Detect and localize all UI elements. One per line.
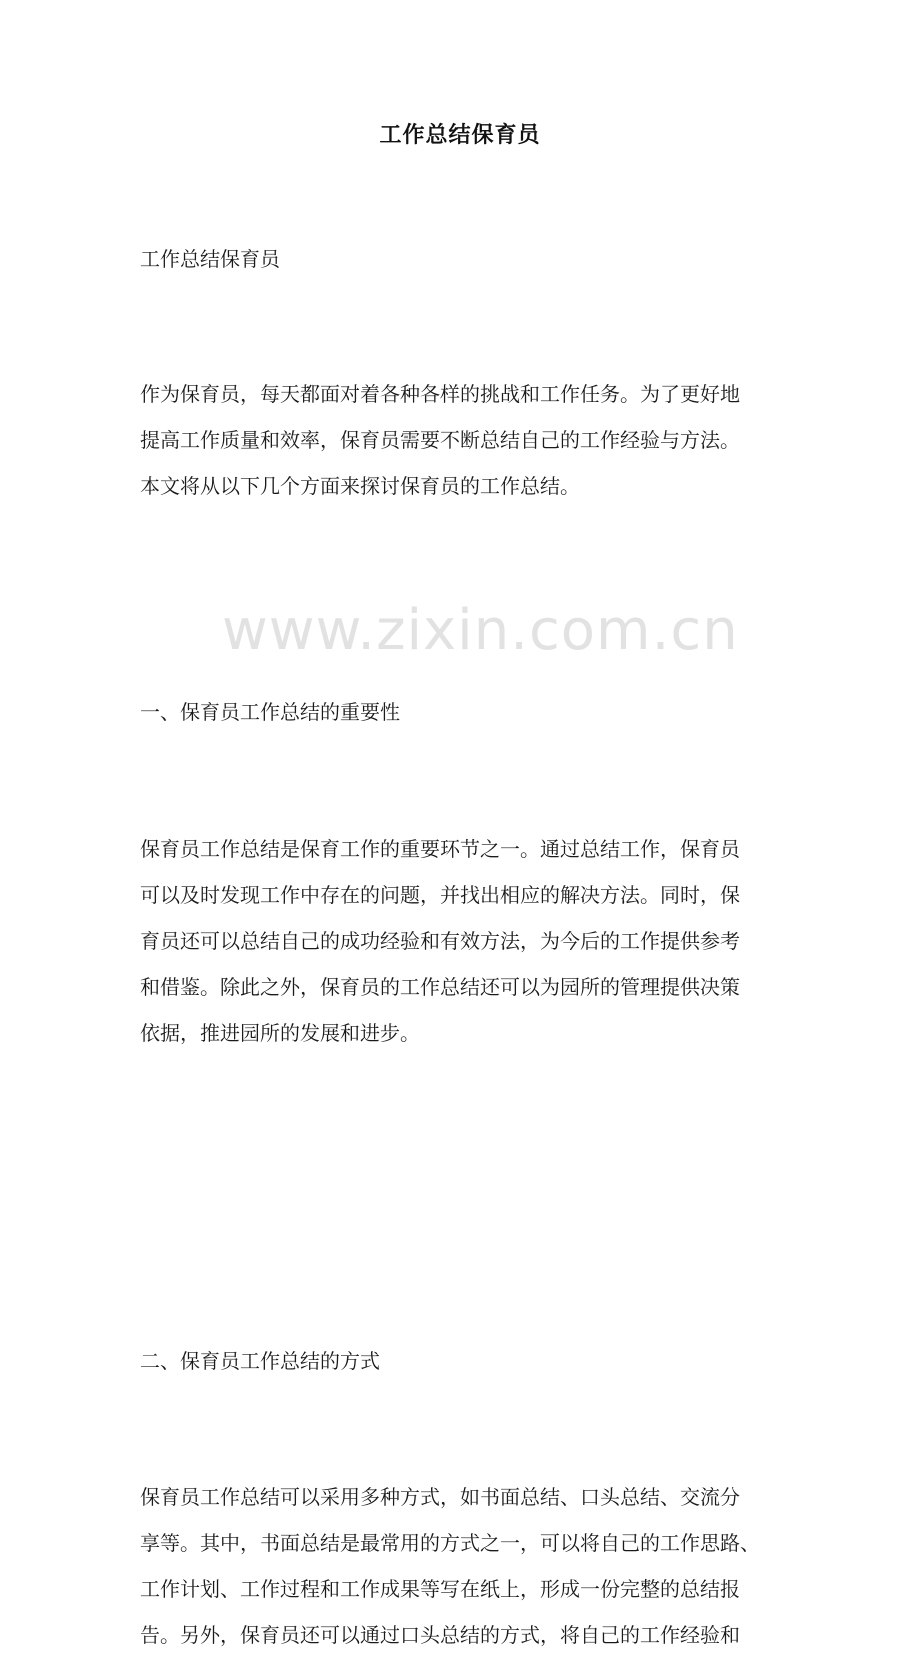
watermark: www.zixin.com.cn	[222, 598, 739, 663]
paragraph-line: 告。另外，保育员还可以通过口头总结的方式，将自己的工作经验和	[140, 1623, 740, 1647]
section-heading-text: 一、保育员工作总结的重要性	[140, 700, 400, 724]
paragraph-line: 享等。其中，书面总结是最常用的方式之一，可以将自己的工作思路、	[140, 1531, 760, 1555]
paragraph-line: 可以及时发现工作中存在的问题，并找出相应的解决方法。同时，保	[140, 883, 740, 907]
section-heading-importance	[140, 697, 785, 727]
section-paragraph-methods	[140, 1474, 785, 1658]
paragraph-line: 保育员工作总结是保育工作的重要环节之一。通过总结工作，保育员	[140, 837, 740, 861]
section-heading-text: 二、保育员工作总结的方式	[140, 1349, 380, 1373]
paragraph-line: 和借鉴。除此之外，保育员的工作总结还可以为园所的管理提供决策	[140, 975, 740, 999]
paragraph-line: 保育员工作总结可以采用多种方式，如书面总结、口头总结、交流分	[140, 1485, 740, 1509]
section-heading-methods	[140, 1346, 785, 1376]
paragraph-line: 工作计划、工作过程和工作成果等写在纸上，形成一份完整的总结报	[140, 1577, 740, 1601]
subtitle-text: 工作总结保育员	[140, 247, 280, 271]
section-paragraph-importance	[140, 826, 785, 1056]
paragraph-line: 本文将从以下几个方面来探讨保育员的工作总结。	[140, 474, 580, 498]
document-title: 工作总结保育员	[379, 123, 541, 148]
intro-paragraph	[140, 371, 785, 509]
paragraph-line: 作为保育员，每天都面对着各种各样的挑战和工作任务。为了更好地	[140, 382, 740, 406]
paragraph-line: 依据，推进园所的发展和进步。	[140, 1021, 420, 1045]
paragraph-line: 提高工作质量和效率，保育员需要不断总结自己的工作经验与方法。	[140, 428, 740, 452]
document-subtitle	[140, 244, 785, 274]
paragraph-line: 育员还可以总结自己的成功经验和有效方法，为今后的工作提供参考	[140, 929, 740, 953]
